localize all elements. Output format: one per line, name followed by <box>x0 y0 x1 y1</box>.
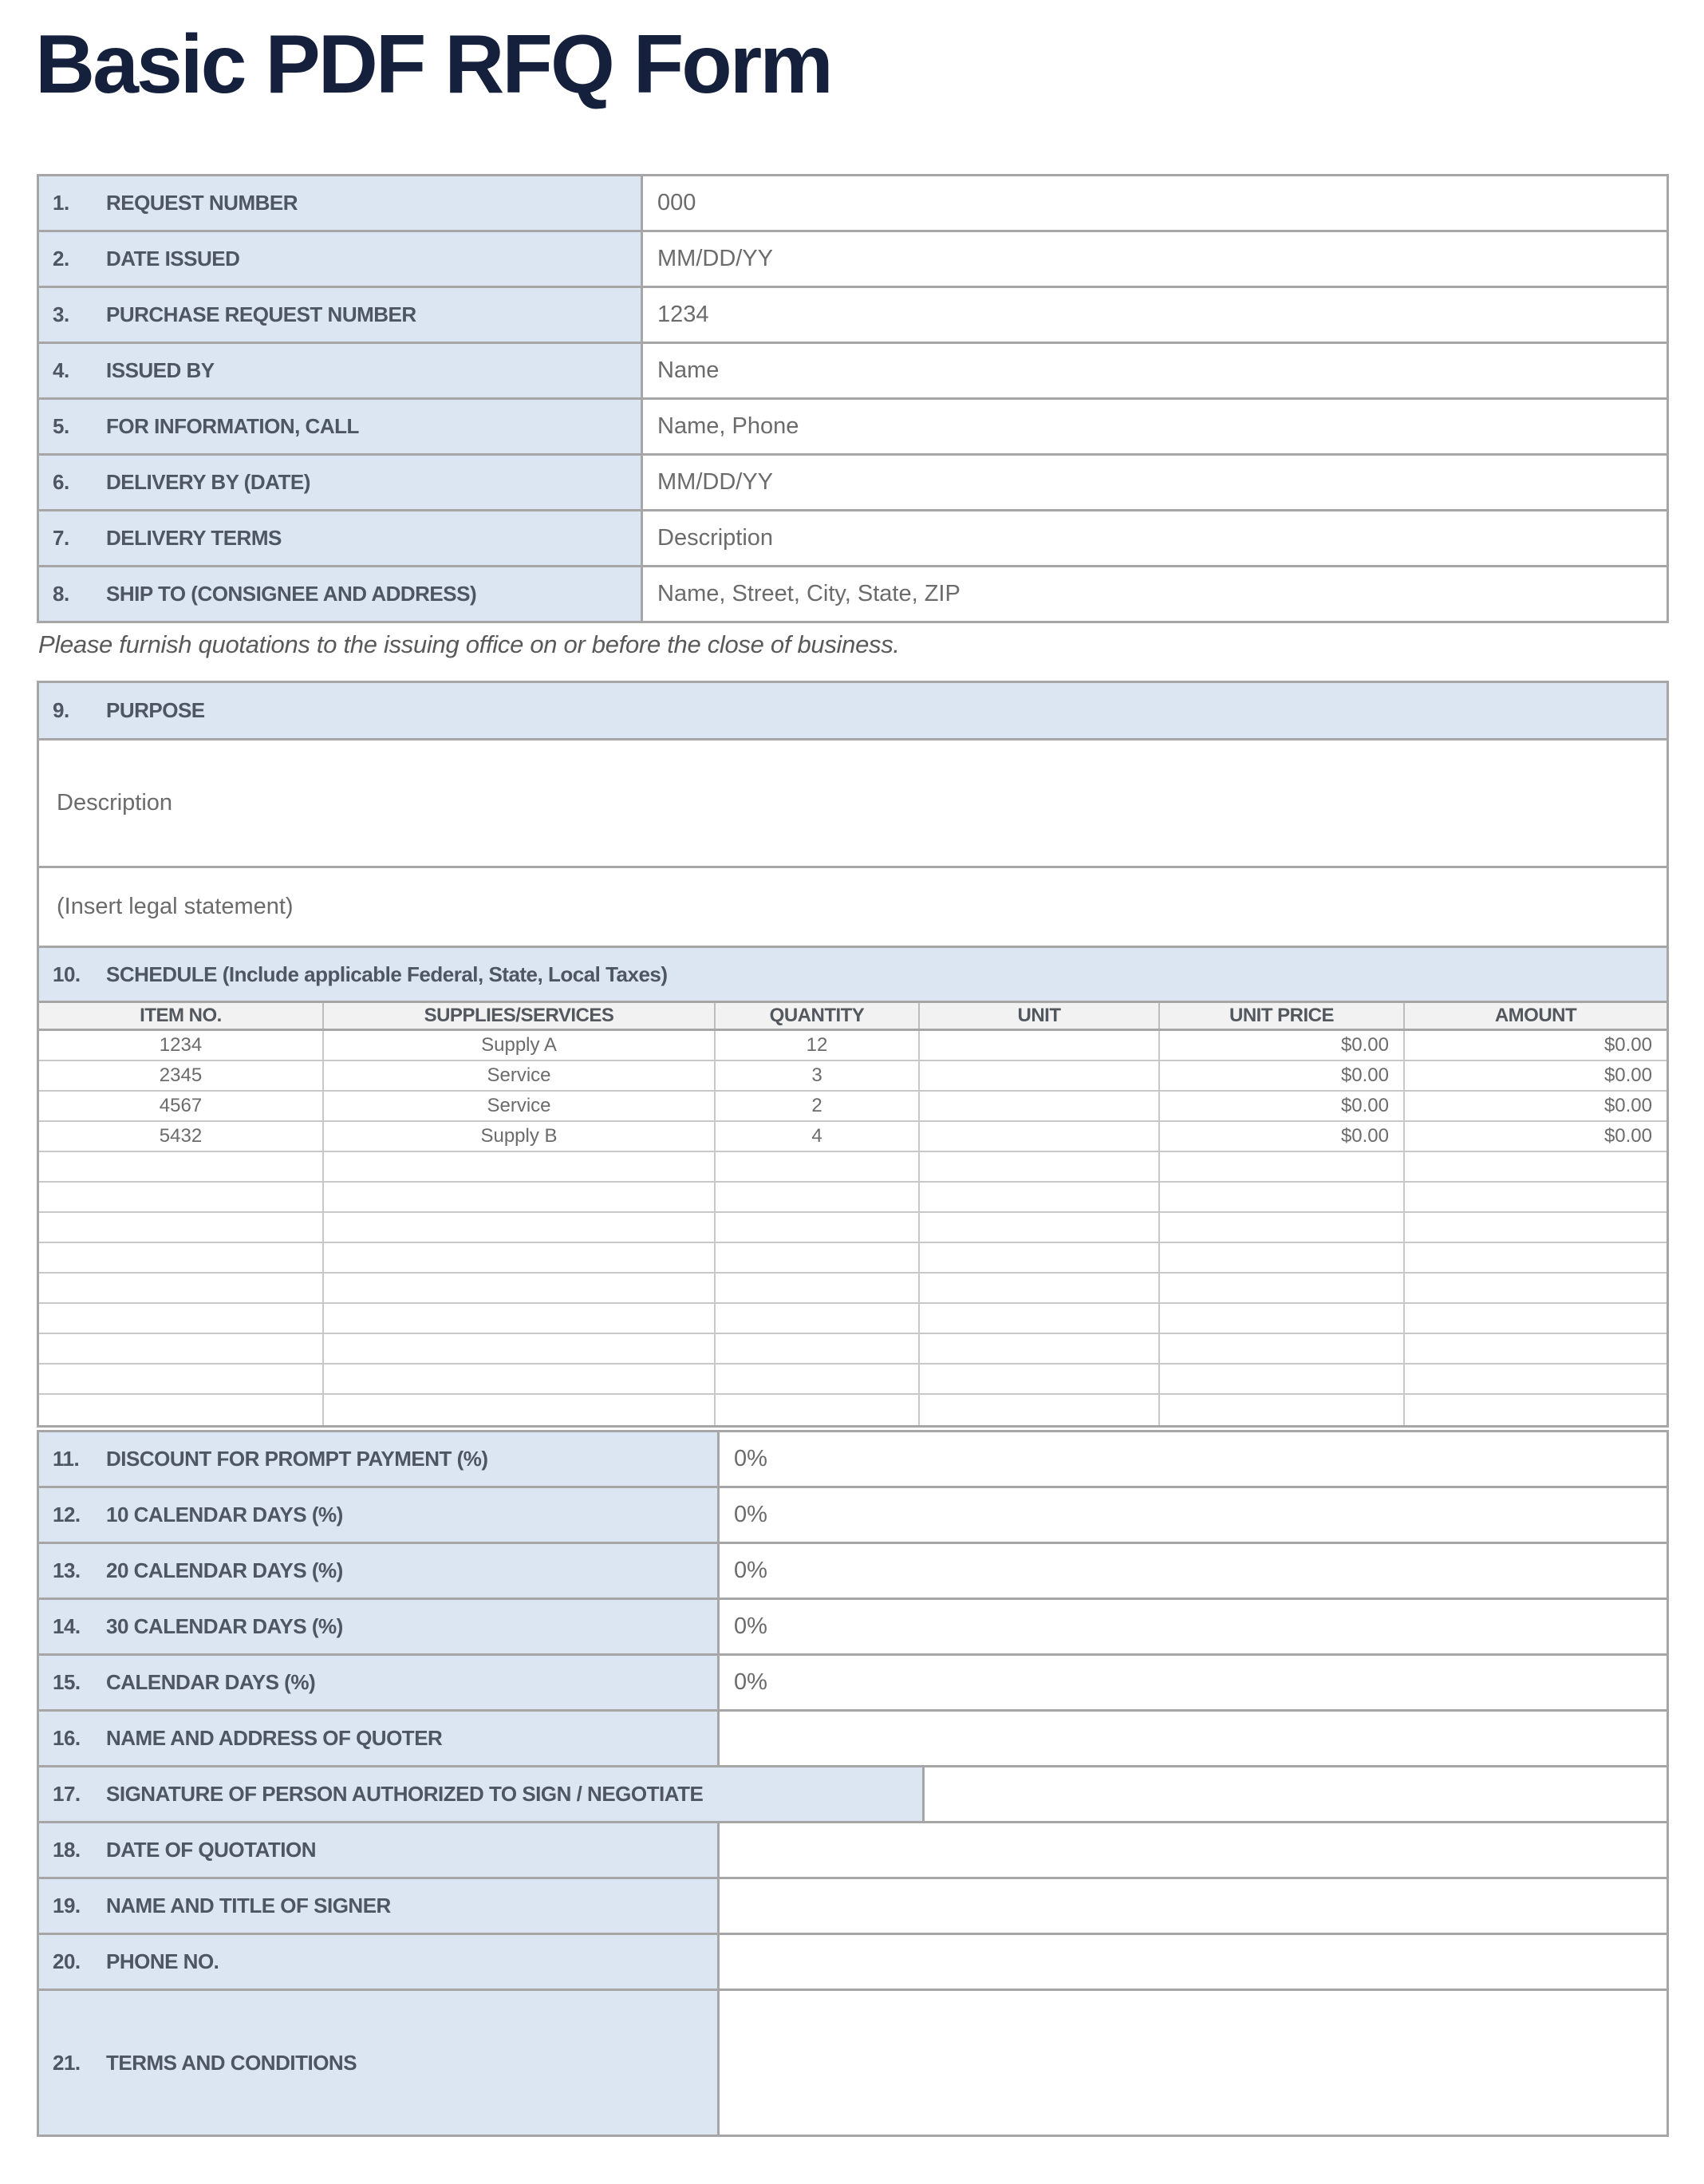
schedule-cell-quantity[interactable] <box>714 1334 918 1363</box>
row-value-field[interactable]: 1234 <box>641 288 1667 342</box>
schedule-cell-supplies-services[interactable] <box>322 1334 714 1363</box>
row-label-cell <box>39 176 641 230</box>
schedule-cell-amount[interactable] <box>1403 1152 1667 1181</box>
schedule-cell-supplies-services[interactable] <box>322 1213 714 1242</box>
row-number: 11. <box>53 1447 80 1471</box>
schedule-cell-unit-price[interactable] <box>1158 1274 1403 1302</box>
schedule-cell-supplies-services[interactable] <box>322 1304 714 1333</box>
row-value-field[interactable]: 0% <box>717 1544 1667 1598</box>
row-number: 20. <box>53 1949 81 1973</box>
schedule-cell-unit[interactable] <box>918 1365 1158 1393</box>
schedule-cell-unit[interactable] <box>918 1122 1158 1151</box>
form-row-18 <box>39 1823 1667 1879</box>
schedule-cell-unit-price[interactable] <box>1158 1395 1403 1425</box>
row-value-field[interactable]: Name, Street, City, State, ZIP <box>641 567 1667 621</box>
row-value-field[interactable]: MM/DD/YY <box>641 232 1667 286</box>
row-label-cell <box>39 1823 717 1877</box>
schedule-cell-unit-price[interactable]: $0.00 <box>1158 1061 1403 1090</box>
row-value-field[interactable] <box>717 1935 1667 1989</box>
schedule-cell-unit[interactable] <box>918 1395 1158 1425</box>
schedule-empty-row <box>39 1152 1667 1183</box>
row-value-field[interactable]: Description <box>641 511 1667 565</box>
row-label-cell <box>39 1600 717 1653</box>
schedule-cell-item-no[interactable] <box>39 1243 322 1272</box>
info-table <box>37 174 1669 623</box>
row-label-cell <box>39 1712 717 1765</box>
row-value-field[interactable]: Name <box>641 344 1667 397</box>
row-number: 15. <box>53 1670 81 1694</box>
row-label: ISSUED BY <box>106 358 215 382</box>
schedule-cell-unit-price[interactable]: $0.00 <box>1158 1122 1403 1151</box>
row-number: 21. <box>53 2050 81 2075</box>
form-row-12 <box>39 1488 1667 1544</box>
schedule-column-header-unit: UNIT <box>918 1003 1158 1029</box>
schedule-cell-quantity[interactable]: 4 <box>714 1122 918 1151</box>
row-label-cell <box>39 344 641 397</box>
schedule-cell-supplies-services[interactable] <box>322 1395 714 1425</box>
schedule-cell-quantity[interactable] <box>714 1365 918 1393</box>
schedule-cell-amount[interactable] <box>1403 1334 1667 1363</box>
row-number: 6. <box>53 470 69 494</box>
schedule-body <box>39 1031 1667 1425</box>
schedule-cell-item-no[interactable] <box>39 1152 322 1181</box>
row-value-field[interactable]: MM/DD/YY <box>641 456 1667 509</box>
schedule-cell-unit-price[interactable]: $0.00 <box>1158 1031 1403 1060</box>
row-value-field[interactable] <box>922 1767 1667 1821</box>
row-label-cell <box>39 567 641 621</box>
row-label-cell <box>39 288 641 342</box>
quotation-instructions-note: Please furnish quotations to the issuing office on or before the close of business. <box>38 630 900 658</box>
schedule-cell-unit-price[interactable] <box>1158 1243 1403 1272</box>
row-label: FOR INFORMATION, CALL <box>106 414 359 438</box>
form-row-14 <box>39 1600 1667 1656</box>
form-row-2 <box>39 232 1667 288</box>
schedule-cell-unit-price[interactable] <box>1158 1183 1403 1211</box>
schedule-cell-unit-price[interactable] <box>1158 1365 1403 1393</box>
schedule-row <box>39 1092 1667 1122</box>
form-row-4 <box>39 344 1667 400</box>
form-row-8 <box>39 567 1667 621</box>
form-row-17 <box>39 1767 1667 1823</box>
row-label-cell <box>39 1544 717 1598</box>
schedule-cell-unit[interactable] <box>918 1061 1158 1090</box>
row-label: DATE ISSUED <box>106 247 240 271</box>
row-label-cell <box>39 1656 717 1709</box>
schedule-row <box>39 1122 1667 1152</box>
schedule-empty-row <box>39 1183 1667 1213</box>
schedule-cell-unit-price[interactable]: $0.00 <box>1158 1092 1403 1120</box>
form-row-19 <box>39 1879 1667 1935</box>
form-row-16 <box>39 1712 1667 1767</box>
row-value-field[interactable]: Name, Phone <box>641 400 1667 453</box>
schedule-cell-item-no[interactable] <box>39 1213 322 1242</box>
schedule-cell-unit[interactable] <box>918 1092 1158 1120</box>
row-number: 1. <box>53 191 69 215</box>
row-label: 10 CALENDAR DAYS (%) <box>106 1503 343 1526</box>
legal-statement-field[interactable]: (Insert legal statement) <box>39 868 1667 948</box>
row-label-cell <box>39 1432 717 1486</box>
schedule-cell-unit-price[interactable] <box>1158 1334 1403 1363</box>
schedule-empty-row <box>39 1274 1667 1304</box>
page-title: Basic PDF RFQ Form <box>35 18 831 111</box>
form-row-1 <box>39 176 1667 232</box>
schedule-cell-unit[interactable] <box>918 1183 1158 1211</box>
schedule-empty-row <box>39 1243 1667 1274</box>
schedule-cell-supplies-services[interactable]: Service <box>322 1061 714 1090</box>
row-label: REQUEST NUMBER <box>106 191 298 215</box>
schedule-empty-row <box>39 1304 1667 1334</box>
schedule-cell-amount[interactable] <box>1403 1365 1667 1393</box>
row-number: 8. <box>53 582 69 606</box>
row-label: DELIVERY TERMS <box>106 526 282 550</box>
schedule-cell-amount[interactable] <box>1403 1274 1667 1302</box>
row-label-cell <box>39 1879 717 1933</box>
form-row-15 <box>39 1656 1667 1712</box>
schedule-cell-quantity[interactable] <box>714 1274 918 1302</box>
schedule-cell-unit[interactable] <box>918 1152 1158 1181</box>
row-label: TERMS AND CONDITIONS <box>106 2050 357 2075</box>
row-label: PURCHASE REQUEST NUMBER <box>106 302 416 326</box>
row-value-field[interactable]: 0% <box>717 1488 1667 1542</box>
schedule-cell-supplies-services[interactable] <box>322 1183 714 1211</box>
row-label-cell <box>39 232 641 286</box>
schedule-cell-quantity[interactable]: 12 <box>714 1031 918 1060</box>
schedule-empty-row <box>39 1395 1667 1425</box>
purpose-section-header <box>39 683 1667 741</box>
purpose-schedule-table <box>37 681 1669 1428</box>
schedule-cell-item-no[interactable]: 1234 <box>39 1031 322 1060</box>
schedule-cell-unit[interactable] <box>918 1213 1158 1242</box>
schedule-cell-quantity[interactable] <box>714 1395 918 1425</box>
schedule-cell-item-no[interactable] <box>39 1334 322 1363</box>
schedule-cell-amount[interactable]: $0.00 <box>1403 1031 1667 1060</box>
schedule-header-row <box>39 1003 1667 1031</box>
row-label-cell <box>39 1767 922 1821</box>
row-value-field[interactable] <box>717 1823 1667 1877</box>
schedule-cell-item-no[interactable]: 2345 <box>39 1061 322 1090</box>
schedule-cell-amount[interactable] <box>1403 1243 1667 1272</box>
form-row-7 <box>39 511 1667 567</box>
row-label: 20 CALENDAR DAYS (%) <box>106 1558 343 1582</box>
schedule-cell-item-no[interactable] <box>39 1304 322 1333</box>
schedule-cell-quantity[interactable] <box>714 1304 918 1333</box>
row-label-cell <box>39 511 641 565</box>
schedule-cell-amount[interactable] <box>1403 1395 1667 1425</box>
schedule-cell-quantity[interactable]: 3 <box>714 1061 918 1090</box>
row-label: NAME AND ADDRESS OF QUOTER <box>106 1726 443 1750</box>
schedule-empty-row <box>39 1365 1667 1395</box>
row-number: 2. <box>53 247 69 271</box>
schedule-cell-amount[interactable]: $0.00 <box>1403 1061 1667 1090</box>
schedule-cell-item-no[interactable] <box>39 1365 322 1393</box>
schedule-empty-row <box>39 1213 1667 1243</box>
row-number: 5. <box>53 414 69 438</box>
row-number: 16. <box>53 1726 81 1750</box>
schedule-row <box>39 1031 1667 1061</box>
row-value-field[interactable] <box>717 1712 1667 1765</box>
row-label: 30 CALENDAR DAYS (%) <box>106 1614 343 1638</box>
purpose-description-field[interactable]: Description <box>39 741 1667 868</box>
purpose-section-label: PURPOSE <box>106 698 205 722</box>
row-value-field[interactable] <box>717 1991 1667 2135</box>
schedule-cell-amount[interactable]: $0.00 <box>1403 1092 1667 1120</box>
row-number: 18. <box>53 1838 81 1862</box>
row-label-cell <box>39 1935 717 1989</box>
schedule-cell-supplies-services[interactable] <box>322 1243 714 1272</box>
schedule-section-label: SCHEDULE (Include applicable Federal, State, Local Taxes) <box>106 962 668 986</box>
schedule-cell-supplies-services[interactable] <box>322 1365 714 1393</box>
row-label-cell <box>39 400 641 453</box>
schedule-cell-unit[interactable] <box>918 1274 1158 1302</box>
schedule-cell-item-no[interactable]: 5432 <box>39 1122 322 1151</box>
details-table <box>37 1430 1669 2137</box>
row-label: PHONE NO. <box>106 1949 219 1973</box>
schedule-cell-unit-price[interactable] <box>1158 1213 1403 1242</box>
schedule-cell-amount[interactable] <box>1403 1183 1667 1211</box>
schedule-cell-quantity[interactable] <box>714 1213 918 1242</box>
row-value-field[interactable]: 0% <box>717 1432 1667 1486</box>
row-label: SIGNATURE OF PERSON AUTHORIZED TO SIGN / NEGOTIATE <box>106 1782 704 1806</box>
row-label: NAME AND TITLE OF SIGNER <box>106 1894 391 1917</box>
row-number: 19. <box>53 1894 81 1917</box>
schedule-cell-supplies-services[interactable]: Service <box>322 1092 714 1120</box>
schedule-cell-amount[interactable]: $0.00 <box>1403 1122 1667 1151</box>
row-label-cell <box>39 1991 717 2135</box>
schedule-row <box>39 1061 1667 1092</box>
schedule-cell-unit-price[interactable] <box>1158 1304 1403 1333</box>
schedule-cell-item-no[interactable] <box>39 1274 322 1302</box>
row-label: SHIP TO (CONSIGNEE AND ADDRESS) <box>106 582 477 606</box>
schedule-cell-unit[interactable] <box>918 1243 1158 1272</box>
schedule-cell-supplies-services[interactable] <box>322 1152 714 1181</box>
schedule-cell-item-no[interactable] <box>39 1395 322 1425</box>
form-row-13 <box>39 1544 1667 1600</box>
schedule-cell-unit[interactable] <box>918 1304 1158 1333</box>
row-number: 7. <box>53 526 69 550</box>
schedule-section-number: 10. <box>53 962 81 986</box>
schedule-cell-supplies-services[interactable]: Supply A <box>322 1031 714 1060</box>
schedule-column-header-quantity: QUANTITY <box>714 1003 918 1029</box>
row-value-field[interactable]: 000 <box>641 176 1667 230</box>
row-value-field[interactable]: 0% <box>717 1656 1667 1709</box>
schedule-cell-unit-price[interactable] <box>1158 1152 1403 1181</box>
row-label-cell <box>39 1488 717 1542</box>
row-number: 3. <box>53 302 69 326</box>
row-number: 13. <box>53 1558 81 1582</box>
schedule-empty-row <box>39 1334 1667 1365</box>
schedule-section-header <box>39 948 1667 1003</box>
schedule-cell-unit[interactable] <box>918 1031 1158 1060</box>
form-row-5 <box>39 400 1667 456</box>
row-value-field[interactable] <box>717 1879 1667 1933</box>
purpose-section-number: 9. <box>53 698 69 722</box>
form-row-21 <box>39 1991 1667 2135</box>
row-number: 4. <box>53 358 69 382</box>
schedule-cell-quantity[interactable]: 2 <box>714 1092 918 1120</box>
schedule-column-header-item-no: ITEM NO. <box>39 1003 322 1029</box>
schedule-cell-quantity[interactable] <box>714 1183 918 1211</box>
schedule-column-header-supplies-services: SUPPLIES/SERVICES <box>322 1003 714 1029</box>
form-row-20 <box>39 1935 1667 1991</box>
schedule-cell-item-no[interactable]: 4567 <box>39 1092 322 1120</box>
schedule-cell-amount[interactable] <box>1403 1213 1667 1242</box>
schedule-column-header-amount: AMOUNT <box>1403 1003 1667 1029</box>
form-row-3 <box>39 288 1667 344</box>
form-row-6 <box>39 456 1667 511</box>
schedule-cell-amount[interactable] <box>1403 1304 1667 1333</box>
row-value-field[interactable]: 0% <box>717 1600 1667 1653</box>
row-number: 14. <box>53 1614 81 1638</box>
schedule-cell-unit[interactable] <box>918 1334 1158 1363</box>
schedule-cell-supplies-services[interactable]: Supply B <box>322 1122 714 1151</box>
schedule-column-header-unit-price: UNIT PRICE <box>1158 1003 1403 1029</box>
row-number: 17. <box>53 1782 81 1806</box>
schedule-cell-supplies-services[interactable] <box>322 1274 714 1302</box>
schedule-cell-quantity[interactable] <box>714 1243 918 1272</box>
row-label: CALENDAR DAYS (%) <box>106 1670 316 1694</box>
schedule-cell-quantity[interactable] <box>714 1152 918 1181</box>
row-label: DELIVERY BY (DATE) <box>106 470 310 494</box>
form-row-11 <box>39 1432 1667 1488</box>
row-number: 12. <box>53 1503 81 1526</box>
row-label: DATE OF QUOTATION <box>106 1838 317 1862</box>
row-label: DISCOUNT FOR PROMPT PAYMENT (%) <box>106 1447 488 1471</box>
schedule-cell-item-no[interactable] <box>39 1183 322 1211</box>
row-label-cell <box>39 456 641 509</box>
